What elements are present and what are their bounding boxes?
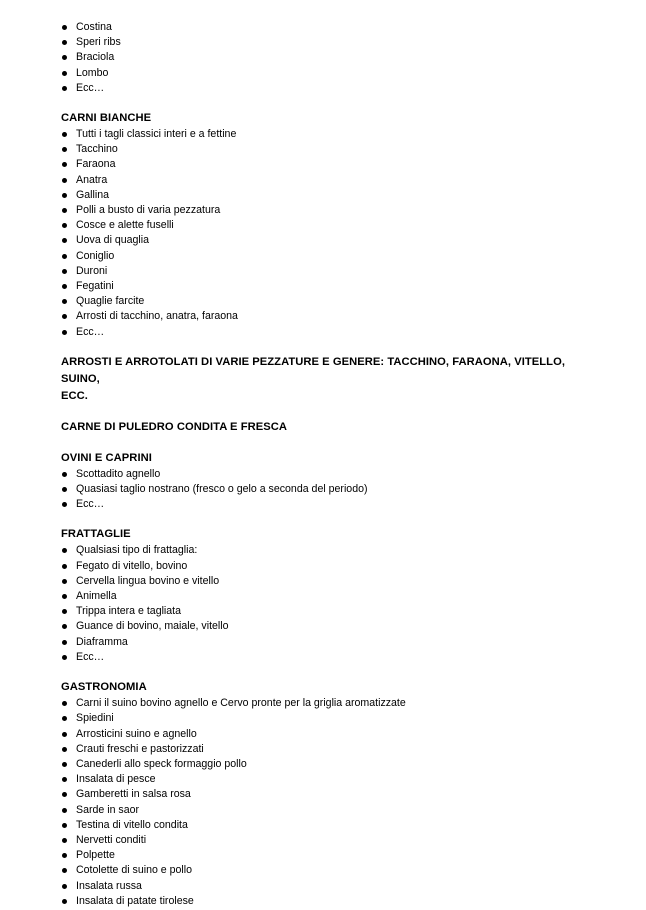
list-item-text: Insalata russa bbox=[76, 879, 142, 892]
list-item-text: Polli a busto di varia pezzatura bbox=[76, 204, 221, 217]
list-item-text: Uova di quaglia bbox=[76, 234, 150, 247]
list-item-text: Scottadito agnello bbox=[76, 467, 161, 480]
section-frattaglie bbox=[61, 526, 601, 665]
list-item-text: Anatra bbox=[76, 173, 108, 186]
bullet-icon bbox=[62, 564, 67, 569]
list-item bbox=[61, 50, 601, 65]
bullet-icon bbox=[62, 823, 67, 828]
list-item bbox=[61, 66, 601, 81]
list-item-text: Diaframma bbox=[76, 635, 128, 648]
list-item bbox=[61, 696, 601, 711]
list-item bbox=[61, 787, 601, 802]
list-item-text: Arrosti di tacchino, anatra, faraona bbox=[76, 310, 238, 323]
spacer bbox=[61, 665, 601, 679]
list-item bbox=[61, 772, 601, 787]
list-item bbox=[61, 279, 601, 294]
bullet-icon bbox=[62, 868, 67, 873]
list-item-text: Crauti freschi e pastorizzati bbox=[76, 742, 204, 755]
list-item-text: Testina di vitello condita bbox=[76, 818, 188, 831]
section-heading: GASTRONOMIA bbox=[61, 681, 147, 694]
list-item bbox=[61, 233, 601, 248]
list-item bbox=[61, 818, 601, 833]
list-item-text: Speri ribs bbox=[76, 36, 121, 49]
list-item-text: Sarde in saor bbox=[76, 803, 140, 816]
bullet-icon bbox=[62, 808, 67, 813]
bullet-icon bbox=[62, 747, 67, 752]
list-item-text: Carni il suino bovino agnello e Cervo pronte per la griglia aromatizzate bbox=[76, 697, 406, 710]
list-item-text: Cotolette di suino e pollo bbox=[76, 864, 193, 877]
bullet-icon bbox=[62, 487, 67, 492]
bullet-icon bbox=[62, 624, 67, 629]
list-item bbox=[61, 264, 601, 279]
list-item bbox=[61, 203, 601, 218]
bullet-icon bbox=[62, 884, 67, 889]
section-puledro bbox=[61, 419, 601, 436]
list-item-text: Braciola bbox=[76, 51, 115, 64]
list-item-text: Canederli allo speck formaggio pollo bbox=[76, 757, 247, 770]
bullet-icon bbox=[62, 579, 67, 584]
list-item bbox=[61, 803, 601, 818]
bullet-icon bbox=[62, 208, 67, 213]
list-item bbox=[61, 604, 601, 619]
list-item bbox=[61, 157, 601, 172]
list-item-text: Coniglio bbox=[76, 249, 115, 262]
spacer bbox=[61, 405, 601, 419]
bullet-icon bbox=[62, 55, 67, 60]
bullet-icon bbox=[62, 716, 67, 721]
list-item-text: Gamberetti in salsa rosa bbox=[76, 788, 191, 801]
list-item bbox=[61, 619, 601, 634]
bullet-icon bbox=[62, 25, 67, 30]
bullet-icon bbox=[62, 472, 67, 477]
bullet-icon bbox=[62, 777, 67, 782]
list-item-text: Qualsiasi tipo di frattaglia: bbox=[76, 544, 198, 557]
bullet-icon bbox=[62, 178, 67, 183]
list-item bbox=[61, 35, 601, 50]
list-item-text: Tacchino bbox=[76, 143, 118, 156]
bullet-icon bbox=[62, 284, 67, 289]
list-item bbox=[61, 294, 601, 309]
section-heading-line-1: ARROSTI E ARROTOLATI DI VARIE PEZZATURE E GENERE: TACCHINO, FARAONA, VITELLO, SUINO, bbox=[61, 355, 565, 385]
bullet-icon bbox=[62, 86, 67, 91]
list-item bbox=[61, 894, 601, 909]
section-carni-bianche bbox=[61, 110, 601, 340]
spacer bbox=[61, 96, 601, 110]
list-item bbox=[61, 543, 601, 558]
list-item-text: Ecc… bbox=[76, 325, 105, 338]
list-item-text: Ecc… bbox=[76, 498, 105, 511]
list-item bbox=[61, 589, 601, 604]
list-item-text: Insalata di pesce bbox=[76, 773, 156, 786]
list-item bbox=[61, 127, 601, 142]
document-page bbox=[61, 20, 601, 909]
list-item-text: Animella bbox=[76, 590, 117, 603]
ovini-list bbox=[61, 467, 601, 513]
list-item-text: Arrosticini suino e agnello bbox=[76, 727, 197, 740]
list-item bbox=[61, 249, 601, 264]
bullet-icon bbox=[62, 299, 67, 304]
section-heading-line-2: ECC. bbox=[61, 389, 88, 402]
bullet-icon bbox=[62, 792, 67, 797]
list-item-text: Ecc… bbox=[76, 81, 105, 94]
list-item bbox=[61, 727, 601, 742]
list-item bbox=[61, 142, 601, 157]
bullet-icon bbox=[62, 314, 67, 319]
frattaglie-list bbox=[61, 543, 601, 665]
list-item-text: Gallina bbox=[76, 188, 109, 201]
list-item-text: Quasiasi taglio nostrano (fresco o gelo a seconda del periodo) bbox=[76, 483, 368, 496]
section-heading: OVINI E CAPRINI bbox=[61, 451, 152, 464]
list-item bbox=[61, 635, 601, 650]
list-item-text: Cosce e alette fuselli bbox=[76, 219, 174, 232]
bullet-icon bbox=[62, 609, 67, 614]
list-item bbox=[61, 20, 601, 35]
list-item-text: Insalata di patate tirolese bbox=[76, 894, 194, 907]
section-heading: FRATTAGLIE bbox=[61, 528, 131, 541]
list-item bbox=[61, 879, 601, 894]
carni-bianche-list bbox=[61, 127, 601, 340]
bullet-icon bbox=[62, 330, 67, 335]
list-item bbox=[61, 711, 601, 726]
bullet-icon bbox=[62, 655, 67, 660]
bullet-icon bbox=[62, 853, 67, 858]
list-item-text: Fegatini bbox=[76, 280, 114, 293]
list-item-text: Polpette bbox=[76, 849, 115, 862]
list-item-text: Lombo bbox=[76, 66, 109, 79]
list-item bbox=[61, 482, 601, 497]
list-item bbox=[61, 188, 601, 203]
list-item bbox=[61, 218, 601, 233]
spacer bbox=[61, 436, 601, 450]
gastronomia-list bbox=[61, 696, 601, 909]
list-item-text: Guance di bovino, maiale, vitello bbox=[76, 620, 229, 633]
bullet-icon bbox=[62, 548, 67, 553]
bullet-icon bbox=[62, 640, 67, 645]
section-heading: CARNI BIANCHE bbox=[61, 112, 152, 125]
list-item-text: Quaglie farcite bbox=[76, 295, 145, 308]
list-item bbox=[61, 325, 601, 340]
bullet-icon bbox=[62, 40, 67, 45]
list-item-text: Tutti i tagli classici interi e a fettine bbox=[76, 128, 237, 141]
section-gastronomia bbox=[61, 679, 601, 909]
bullet-icon bbox=[62, 223, 67, 228]
section-heading: CARNE DI PULEDRO CONDITA E FRESCA bbox=[61, 420, 288, 433]
list-item-text: Ecc… bbox=[76, 650, 105, 663]
list-item-text: Trippa intera e tagliata bbox=[76, 605, 182, 618]
list-item-text: Costina bbox=[76, 21, 112, 33]
bullet-icon bbox=[62, 732, 67, 737]
bullet-icon bbox=[62, 701, 67, 706]
bullet-icon bbox=[62, 162, 67, 167]
bullet-icon bbox=[62, 254, 67, 259]
bullet-icon bbox=[62, 594, 67, 599]
bullet-icon bbox=[62, 71, 67, 76]
bullet-icon bbox=[62, 147, 67, 152]
list-item bbox=[61, 833, 601, 848]
intro-list bbox=[61, 20, 601, 96]
spacer bbox=[61, 340, 601, 354]
list-item-text: Nervetti conditi bbox=[76, 833, 147, 846]
list-item bbox=[61, 742, 601, 757]
list-item bbox=[61, 650, 601, 665]
list-item bbox=[61, 757, 601, 772]
list-item bbox=[61, 574, 601, 589]
list-item-text: Fegato di vitello, bovino bbox=[76, 559, 188, 572]
bullet-icon bbox=[62, 193, 67, 198]
list-item bbox=[61, 81, 601, 96]
list-item bbox=[61, 497, 601, 512]
list-item-text: Duroni bbox=[76, 264, 108, 277]
list-item bbox=[61, 863, 601, 878]
list-item bbox=[61, 848, 601, 863]
list-item bbox=[61, 559, 601, 574]
bullet-icon bbox=[62, 238, 67, 243]
bullet-icon bbox=[62, 132, 67, 137]
list-item bbox=[61, 173, 601, 188]
bullet-icon bbox=[62, 762, 67, 767]
section-arrosti bbox=[61, 354, 601, 405]
bullet-icon bbox=[62, 502, 67, 507]
list-item-text: Faraona bbox=[76, 158, 116, 171]
list-item-text: Cervella lingua bovino e vitello bbox=[76, 574, 220, 587]
list-item-text: Spiedini bbox=[76, 712, 114, 725]
list-item bbox=[61, 467, 601, 482]
bullet-icon bbox=[62, 838, 67, 843]
section-ovini-caprini bbox=[61, 450, 601, 513]
bullet-icon bbox=[62, 269, 67, 274]
spacer bbox=[61, 512, 601, 526]
list-item bbox=[61, 309, 601, 324]
bullet-icon bbox=[62, 899, 67, 904]
